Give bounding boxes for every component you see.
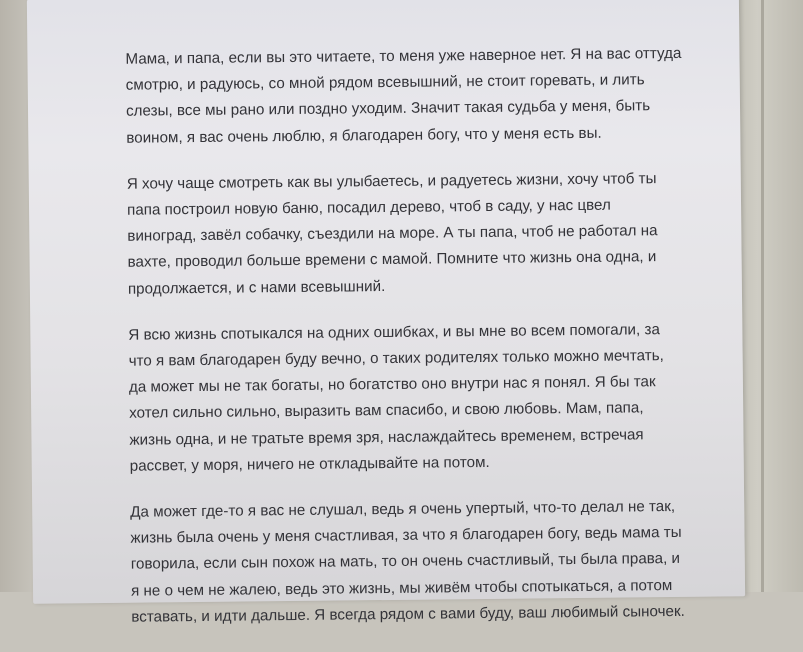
text-line: вставать, и идти дальше. Я всегда рядом с вами буду, ваш любимый сыночек. [131,602,685,626]
text-line: Мама, и папа, если вы это читаете, то меня уже наверное нет. Я на вас оттуда [125,44,682,68]
text-line: смотрю, и радуюсь, со мной рядом всевышний, не стоит горевать, и лить [125,71,645,94]
paragraph-3 [128,316,742,480]
letter-text [125,40,743,650]
text-line: жизнь была очень у меня счастливая, за что я благодарен богу, ведь мама ты [130,524,682,547]
text-line: что я вам благодарен буду вечно, о таких родителях только можно мечтать, [128,347,664,370]
text-line: Я всю жизнь спотыкался на одних ошибках, и вы мне во всем помогали, за [128,320,660,344]
text-line: Я хочу чаще смотреть как вы улыбаетесь, и радуетесь жизни, хочу чтоб ты [126,169,657,193]
text-line: я не о чем не жалею, ведь это жизнь, мы живём чтобы спотыкаться, а потом [130,576,673,600]
paragraph-4 [130,493,743,630]
text-line: слезы, все мы рано или поздно уходим. Значит такая судьба у меня, быть [125,97,651,121]
text-line: воином, я вас очень люблю, я благодарен богу, что у меня есть вы. [126,124,602,147]
text-line: жизнь одна, и не тратьте время зря, наслаждайтесь временем, встречая [129,425,644,449]
text-line: Да может где-то я вас не слушал, ведь я очень упертый, что-то делал не так, [130,498,676,521]
text-line: хотел сильно сильно, выразить вам спасибо, и свою любовь. Мам, папа, [129,399,644,423]
text-line: да может мы не так богаты, но богатство оно внутри нас я понял. Я бы так [128,373,656,396]
paragraph-2 [127,165,740,302]
text-line: виноград, завёл собачку, съездили на море. А ты папа, чтоб не работал на [127,222,658,245]
text-line: продолжается, и с нами всевышний. [127,277,386,298]
text-line: вахте, проводил больше времени с мамой. Помните что жизнь она одна, и [127,248,657,272]
paper-sheet [27,0,745,626]
paragraph-1 [125,40,738,151]
text-line: рассвет, у моря, ничего не откладывайте на потом. [129,453,490,475]
text-line: папа построил новую баню, посадил дерево, чтоб в саду, у нас цвел [126,196,611,219]
text-line: говорила, если сын похож на мать, то он очень счастливый, ты была права, и [130,550,681,574]
